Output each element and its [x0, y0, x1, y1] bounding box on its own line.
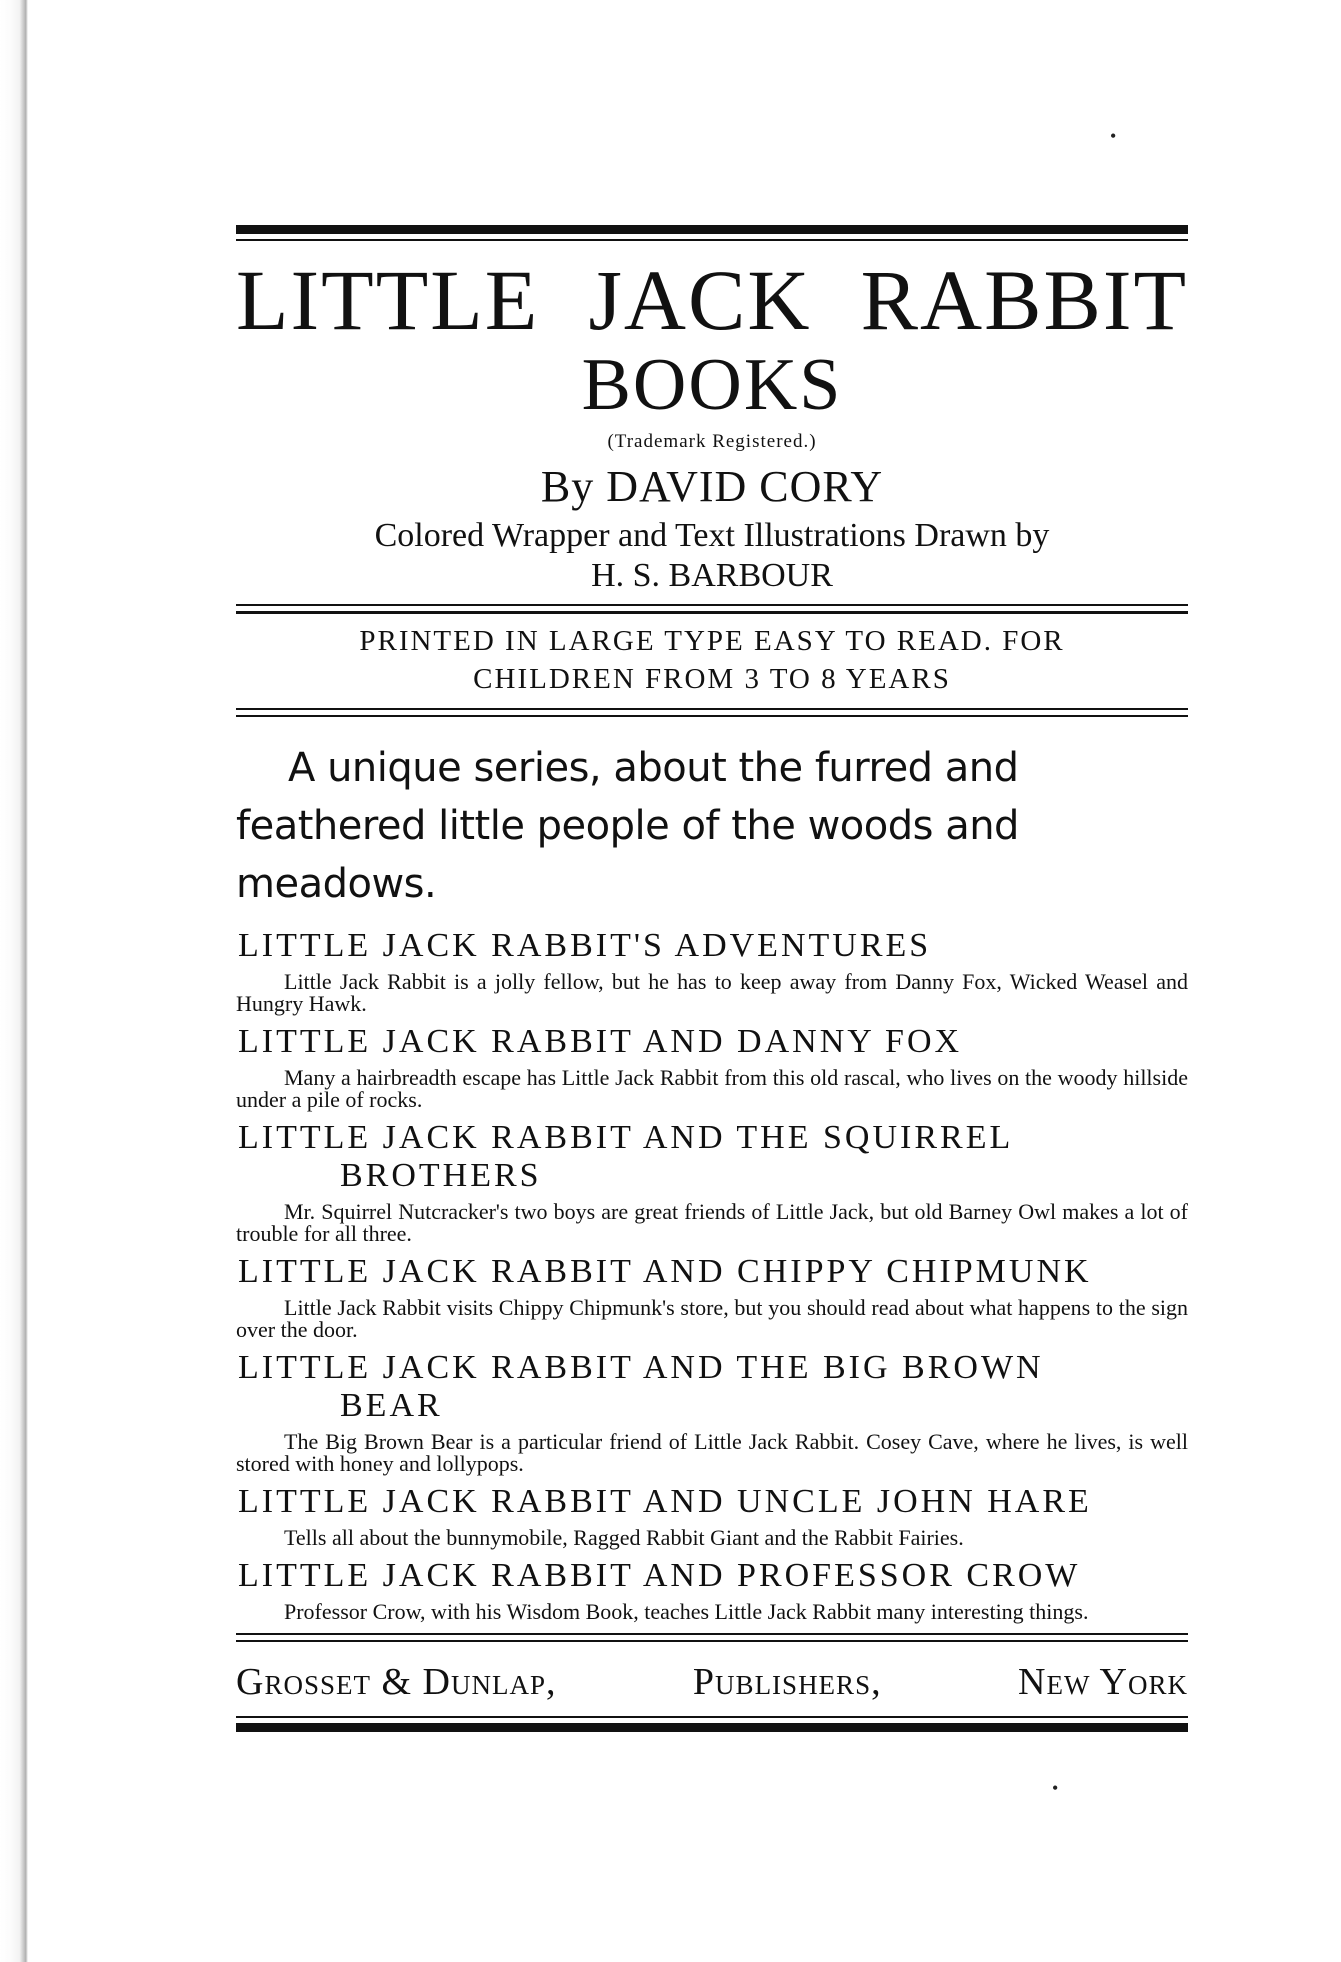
- book-title: [236, 1349, 1188, 1425]
- book-title-text: LITTLE JACK RABBIT AND THE SQUIRREL: [238, 1119, 1014, 1156]
- book-description: Little Jack Rabbit visits Chippy Chipmunk's store, but you should read about what happens to the sign over the door.: [236, 1295, 1188, 1342]
- top-rule: [236, 225, 1188, 241]
- notice-line1: PRINTED IN LARGE TYPE EASY TO READ. FOR: [359, 625, 1065, 657]
- book-title: [236, 1557, 1188, 1595]
- book-description: Little Jack Rabbit is a jolly fellow, but he has to keep away from Danny Fox, Wicked Weasel and Hungry Hawk.: [236, 969, 1188, 1016]
- illustrations-credit: [236, 516, 1188, 596]
- book-entry: [236, 1119, 1188, 1245]
- book-title: [236, 1119, 1188, 1195]
- large-type-notice: [236, 622, 1188, 698]
- book-title-text: LITTLE JACK RABBIT AND PROFESSOR CROW: [238, 1557, 1081, 1594]
- book-title: [236, 1483, 1188, 1521]
- book-list: [236, 927, 1188, 1623]
- author-byline: By DAVID CORY: [540, 462, 884, 511]
- book-entry: [236, 1349, 1188, 1475]
- illustrations-credit-line1: Colored Wrapper and Text Illustrations Drawn by: [374, 517, 1050, 554]
- page-binding-edge: [0, 0, 28, 1962]
- ink-speck: •: [1110, 126, 1117, 146]
- series-tagline: A unique series, about the furred and feathered little people of the woods and meadows.: [236, 745, 1019, 907]
- book-title-text: LITTLE JACK RABBIT'S ADVENTURES: [238, 927, 932, 964]
- advertisement-page: [236, 225, 1188, 1732]
- book-description: Mr. Squirrel Nutcracker's two boys are great friends of Little Jack, but old Barney Owl makes a lot of trouble for all three.: [236, 1199, 1188, 1246]
- book-description: Tells all about the bunnymobile, Ragged Rabbit Giant and the Rabbit Fairies.: [284, 1525, 964, 1550]
- book-entry: [236, 1023, 1188, 1111]
- book-entry: [236, 1253, 1188, 1341]
- series-title-line2: BOOKS: [581, 344, 843, 426]
- book-title: [236, 1253, 1188, 1291]
- book-description: The Big Brown Bear is a particular friend of Little Jack Rabbit. Cosey Cave, where he lives, is well stored with honey and lollypops.: [236, 1429, 1188, 1476]
- book-entry: [236, 927, 1188, 1015]
- book-description: Many a hairbreadth escape has Little Jack Rabbit from this old rascal, who lives on the woody hillside under a pile of rocks.: [236, 1065, 1188, 1112]
- book-title-continuation: BEAR: [340, 1387, 443, 1424]
- publisher-line: [236, 1660, 1188, 1704]
- book-title-text: LITTLE JACK RABBIT AND UNCLE JOHN HARE: [238, 1483, 1092, 1520]
- book-entry: [236, 1483, 1188, 1549]
- ink-speck: •: [1052, 1778, 1059, 1798]
- trademark-note: (Trademark Registered.): [607, 431, 817, 452]
- publisher-name: Grosset & Dunlap,: [236, 1661, 557, 1703]
- book-title-text: LITTLE JACK RABBIT AND DANNY FOX: [238, 1023, 963, 1060]
- book-description: Professor Crow, with his Wisdom Book, teaches Little Jack Rabbit many interesting things.: [284, 1599, 1089, 1624]
- notice-line2: CHILDREN FROM 3 TO 8 YEARS: [473, 663, 951, 695]
- publisher-city: New York: [1018, 1661, 1188, 1703]
- notice-top-rule: [236, 604, 1188, 614]
- book-title: [236, 1023, 1188, 1061]
- book-title-text: LITTLE JACK RABBIT AND THE BIG BROWN: [238, 1349, 1044, 1386]
- book-title-continuation: BROTHERS: [340, 1157, 542, 1194]
- illustrations-credit-line2: H. S. BARBOUR: [591, 557, 833, 594]
- notice-bottom-rule: [236, 708, 1188, 717]
- book-title: [236, 927, 1188, 965]
- publisher-top-rule: [236, 1633, 1188, 1642]
- publisher-role: Publishers,: [692, 1661, 882, 1703]
- bottom-rule: [236, 1716, 1188, 1732]
- series-title-line1: LITTLE JACK RABBIT: [236, 252, 1188, 348]
- book-title-text: LITTLE JACK RABBIT AND CHIPPY CHIPMUNK: [238, 1253, 1092, 1290]
- book-entry: [236, 1557, 1188, 1623]
